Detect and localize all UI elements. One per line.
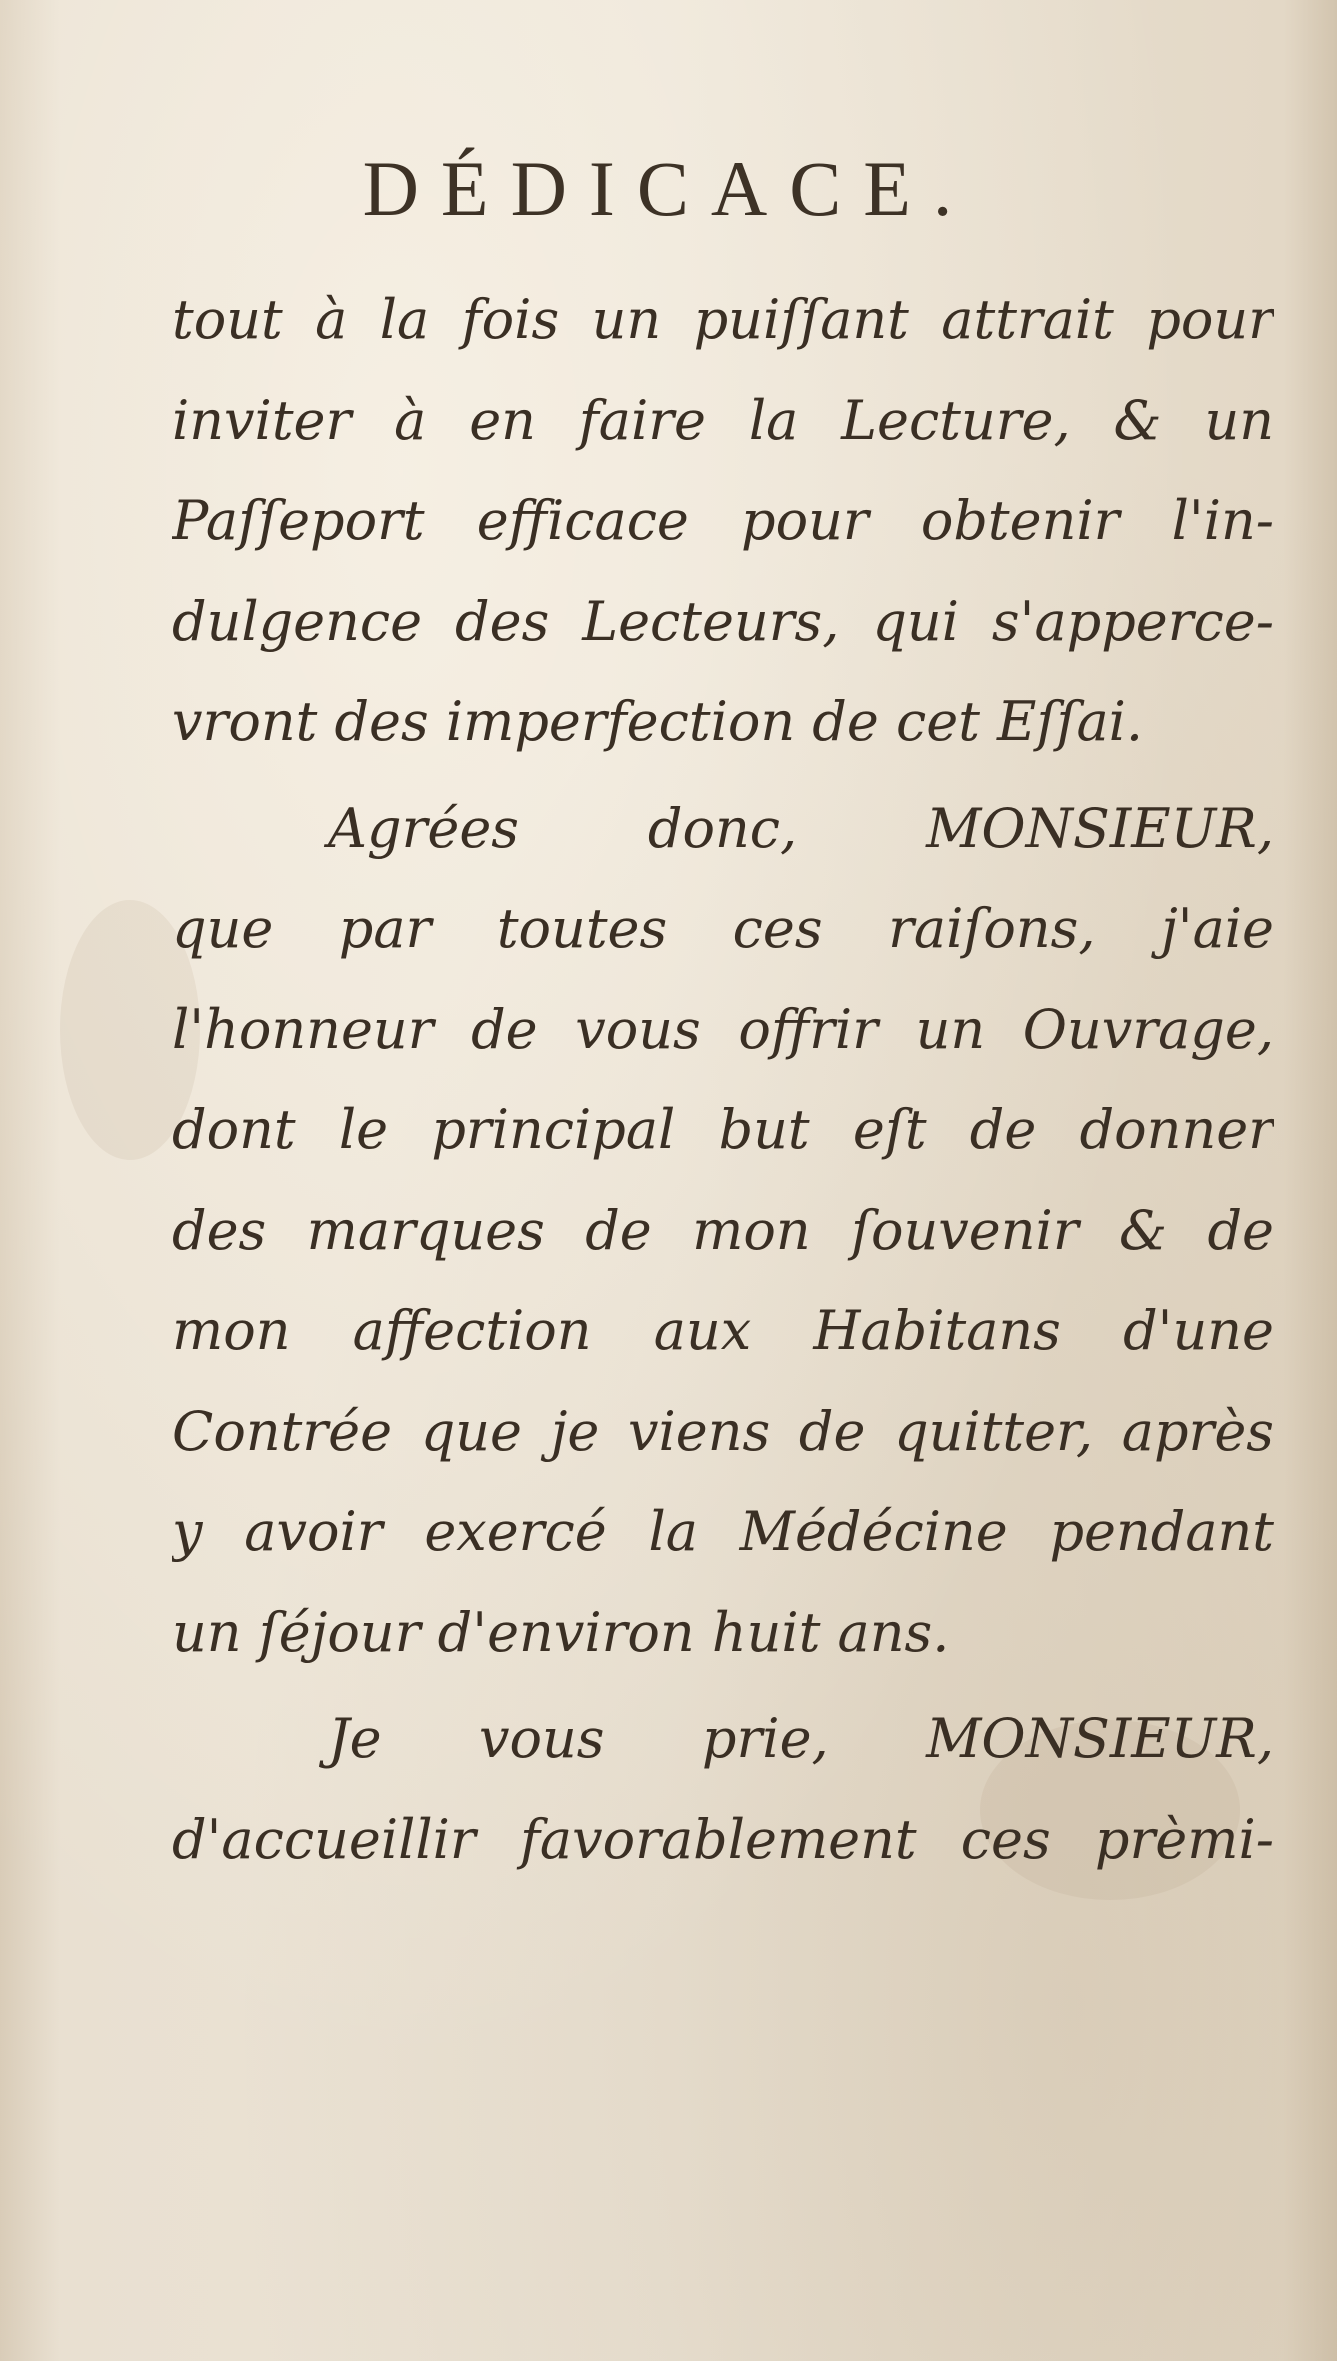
text-line: Contrée que je viens de quitter, après: [172, 1399, 1274, 1463]
paragraph-3: [172, 1689, 1274, 1890]
text-line: Je vous prie, MONSIEUR,: [328, 1707, 1274, 1770]
text-line: mon affection aux Habitans d'une: [172, 1299, 1274, 1362]
text-line: des marques de mon ſouvenir & de: [172, 1198, 1274, 1262]
text-line: vront des imperfection de cet Eſſai.: [172, 690, 1144, 753]
body-text: [172, 270, 1274, 1890]
text-line: Agrées donc, MONSIEUR,: [328, 796, 1274, 860]
text-line: un ſéjour d'environ huit ans.: [172, 1600, 950, 1664]
text-line: que par toutes ces raiſons, j'aie: [172, 897, 1274, 960]
text-line: Paſſeport efficace pour obtenir l'in-: [172, 489, 1274, 552]
text-line: l'honneur de vous offrir un Ouvrage,: [172, 997, 1274, 1061]
page-heading: DÉDICACE.: [362, 145, 975, 232]
text-line: inviter à en faire la Lecture, & un: [172, 388, 1274, 452]
paragraph-1: [172, 270, 1274, 773]
text-line: dont le principal but eſt de donner: [172, 1098, 1274, 1161]
text-line: tout à la fois un puiſſant attrait pour: [172, 288, 1274, 351]
text-line: d'accueillir favorablement ces prèmi-: [172, 1807, 1274, 1871]
paragraph-2: [172, 779, 1274, 1684]
text-line: dulgence des Lecteurs, qui s'apperce-: [172, 589, 1274, 653]
text-line: y avoir exercé la Médécine pendant: [172, 1500, 1274, 1563]
